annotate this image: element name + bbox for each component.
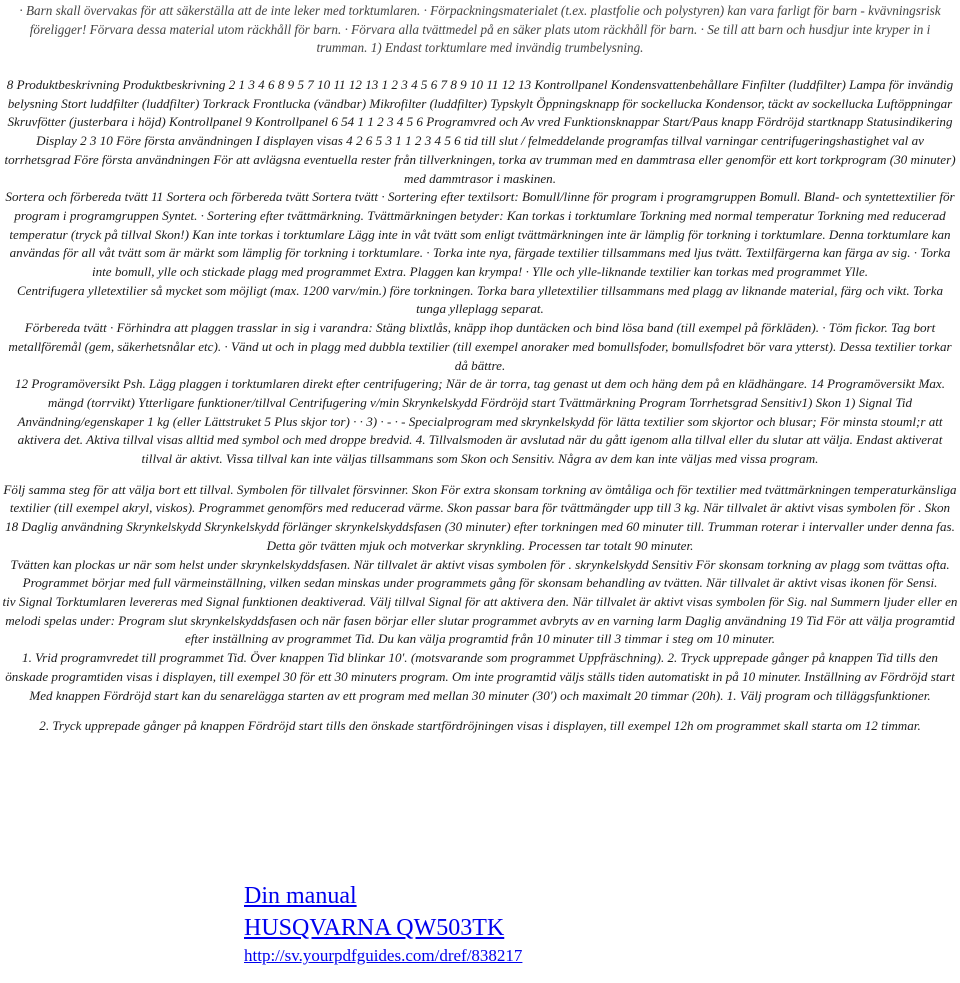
manual-label-link[interactable]: Din manual xyxy=(244,883,357,909)
paragraph-sensitive: Tvätten kan plockas ur när som helst under skrynkelskyddsfasen. När tillvalet är aktivt visas symbolen för . skrynkelskydd Sensitiv För skonsam torkning av plagg som tvättas ofta. Programmet börjar med full värmeinställning, vilken sedan minskas under programmets gång för skonsam behandling av tvätten. När tillvalet är aktivt visas ikonen för Sensi. xyxy=(10,556,950,591)
paragraph-wool: Centrifugera ylletextilier så mycket som möjligt (max. 1200 varv/min.) före torkningen. Torka bara ylletextilier tillsammans med plagg av liknande material, färg och vikt. Torka tunga ylleplagg separat. xyxy=(16,282,944,317)
paragraph-program-overview: 12 Programöversikt Psh. Lägg plaggen i torktumlaren direkt efter centrifugering; När de är torra, tag genast ut dem och häng dem på en klädhängare. 14 Programöversikt Max. mängd (torrvikt) Ytterligare funktioner/tillval Centrifugering v/min Skrynkelskydd Fördröjd start Tvättmärkning Program Torrhetsgrad Sensitiv1) Skon 1) Signal Tid Användning/egenskaper 1 kg (eller Lättstruket 5 Plus skjor tor) · · 3) · - · - Specialprogram med skrynkelskydd för lätta textilier som skjortor och blusar; För minsta stouml;r att aktivera det. Aktiva tillval visas alltid med symbol och med droppe bredvid. 4. Tillvalsmoden är avslutad när du gått igenom alla tillval eller du slutar att välja. Endast aktiverat tillval är aktivt. Vissa tillval kan inte väljas tillsammans som Skon och Sensitiv. Några av dem kan inte väljas med vissa program. xyxy=(14,376,946,467)
manual-link-block xyxy=(244,880,522,968)
manual-model-link[interactable]: HUSQVARNA QW503TK xyxy=(244,915,505,941)
manual-body xyxy=(2,76,958,736)
paragraph-sort-laundry: Sortera och förbereda tvätt 11 Sortera och förbereda tvätt Sortera tvätt · Sortering efter textilsort: Bomull/linne för program i programgruppen Bomull. Bland- och syntettextilier för program i programgruppen Syntet. · Sortering efter tvättmärkning. Tvättmärkningen betyder: Kan torkas i torktumlare Torkning med normal temperatur Torkning med reducerad temperatur (tryck på tillval Skon!) Kan inte torkas i torktumlare Lägg inte in våt tvätt som enligt tvättmärkningen inte är lämplig för torkning i torktumlare. Denna torktumlare kan användas för all våt tvätt som är märkt som lämplig för torkning i torktumlare. · Torka inte nya, färgade textilier tillsammans med ljus tvätt. Textilfärgerna kan färga av sig. · Torka inte bomull, ylle och stickade plagg med programmet Extra. Plaggen kan krympa! · Ylle och ylle-liknande textilier kan torkas med programmet Ylle. xyxy=(5,189,955,280)
paragraph-final-step: 2. Tryck upprepade gånger på knappen Fördröjd start tills den önskade startfördröjningen visas i displayen, till exempel 12h om programmet skall starta om 12 timmar. xyxy=(39,718,921,734)
manual-url-link[interactable]: http://sv.yourpdfguides.com/dref/838217 xyxy=(244,946,523,965)
paragraph-deselect-option: Följ samma steg för att välja bort ett tillval. Symbolen för tillvalet försvinner. Skon För extra skonsam torkning av ömtåliga och för textilier med tvättmärkningen temperaturkänsliga textilier (till exempel akryl, viskos). Programmet genomförs med reducerad värme. Skon passar bara för tvättmängder upp till 3 kg. När tillvalet är aktivt visas symbolen för . Skon 18 Daglig användning Skrynkelskydd Skrynkelskydd förlänger skrynkelskyddsfasen (30 minuter) efter torkningen med 60 minuter till. Trumman roterar i intervaller under denna fas. Detta gör tvätten mjuk och motverkar skrynkling. Processen tar totalt 90 minuter. xyxy=(3,481,957,553)
paragraph-product-description: 8 Produktbeskrivning Produktbeskrivning 2 1 3 4 6 8 9 5 7 10 11 12 13 1 2 3 4 5 6 7 8 9 10 11 12 13 Kontrollpanel Kondensvattenbehållare Finfilter (luddfilter) Lampa för invändig belysning Stort luddfilter (luddfilter) Torkrack Frontlucka (vändbar) Mikrofilter (luddfilter) Typskylt Öppningsknapp för sockellucka Kondensor, täckt av sockellucka Luftöppningar Skruvfötter (justerbara i höjd) Kontrollpanel 9 Kontrollpanel 6 54 1 1 2 3 4 5 6 Programvred och Av vred Funktionsknappar Start/Paus knapp Fördröjd startknapp Statusindikering Display 2 3 10 Före första användningen I displayen visas 4 2 6 5 3 1 1 2 3 4 5 6 tid till slut / felmeddelande programfas tillval varningar centrifugeringshastighet val av torrhetsgrad Före första användningen För att avlägsna eventuella rester från tillverkningen, torka av trumman med en dammtrasa eller genomför ett kort torkprogram (30 minuter) med dammtrasor i maskinen. xyxy=(4,77,956,186)
paragraph-signal: tiv Signal Torktumlaren levereras med Signal funktionen deaktiverad. Välj tillval Signal för att aktivera den. När tillvalet är aktivt visas symbolen för Sig. nal Summern ljuder eller en melodi spelas under: Program slut skrynkelskyddsfasen och när fasen börjar eller slutar programmet avbryts av en varning larm Daglig användning 19 Tid För att välja programtid efter inställning av programmet Tid. Du kan välja programtid från 10 minuter till 3 timmar i steg om 10 minuter. xyxy=(2,593,958,647)
paragraph-time-delay: 1. Vrid programvredet till programmet Tid. Över knappen Tid blinkar 10'. (motsvarande som programmet Uppfräschning). 2. Tryck upprepade gånger på knappen Tid tills den önskade programtiden visas i displayen, till exempel 30 för ett 30 minuters program. Om inte programtid väljs ställs tiden automatiskt in på 10 minuter. Inställning av Fördröjd start Med knappen Fördröjd start kan du senarelägga starten av ett program med mellan 30 minuter (30') och maximalt 20 timmar (20h). 1. Välj program och tilläggsfunktioner. xyxy=(5,650,955,703)
safety-intro: · Barn skall övervakas för att säkerställa att de inte leker med torktumlaren. · Förpackningsmaterialet (t.ex. plastfolie och polystyren) kan vara farligt för barn - kvävningsrisk föreligger! Förvara dessa material utom räckhåll för barn. · Förvara alla tvättmedel på en säker plats utom räckhåll för barn. · Se till att barn och husdjur inte kryper in i trumman. 1) Endast torktumlare med invändig trumbelysning. xyxy=(19,3,941,55)
paragraph-prepare-laundry: Förbereda tvätt · Förhindra att plaggen trasslar in sig i varandra: Stäng blixtlås, knäpp ihop duntäcken och bind lösa band (till exempel på förkläden). · Töm fickor. Tag bort metallföremål (gem, säkerhetsnålar etc). · Vänd ut och in plagg med dubbla textilier (till exempel anoraker med bomullsfoder, bomullsfodret bör vara ytterst). Dessa textilier torkar då bättre. xyxy=(8,320,952,373)
